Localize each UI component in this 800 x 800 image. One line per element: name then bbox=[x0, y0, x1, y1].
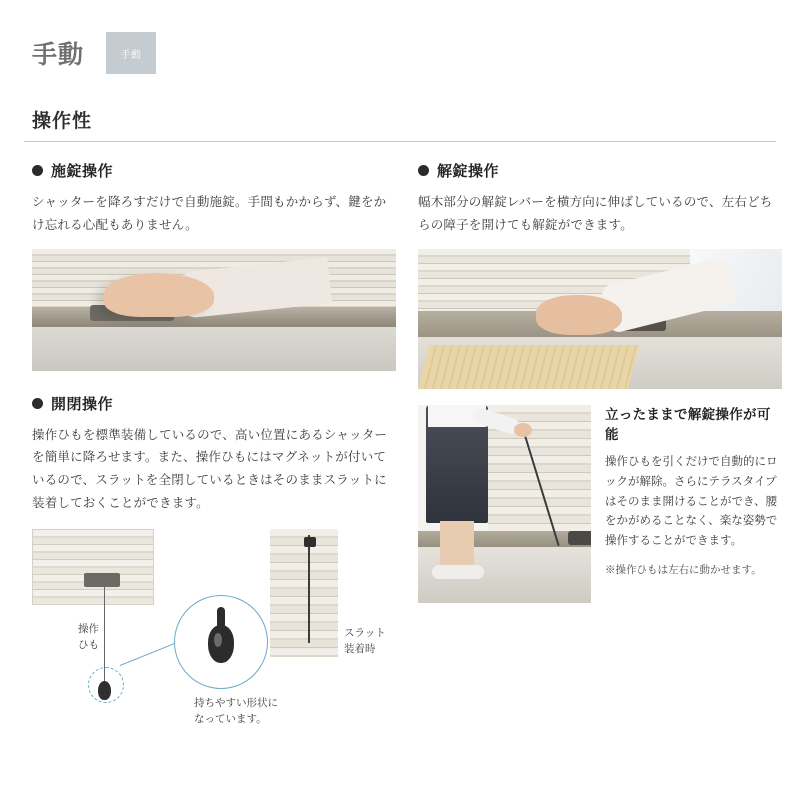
slat-attached-photo bbox=[270, 529, 338, 657]
content-columns bbox=[24, 160, 776, 729]
section-header bbox=[24, 106, 776, 142]
cord-diagram bbox=[32, 529, 396, 729]
photo-standing-operation bbox=[418, 405, 591, 603]
hand-graphic bbox=[104, 273, 214, 317]
tatami-graphic bbox=[418, 345, 639, 389]
photo-unlock-operation bbox=[418, 249, 782, 389]
standing-note: ※操作ひもは左右に動かせます。 bbox=[605, 563, 762, 576]
label-shape-line1: 持ちやすい形状に bbox=[194, 696, 278, 709]
hand-graphic bbox=[536, 295, 622, 335]
mode-badge: 手動 bbox=[106, 32, 156, 74]
bullet-icon bbox=[32, 398, 43, 409]
label-cord-line1: 操作 bbox=[78, 622, 99, 635]
section-title: 操作性 bbox=[32, 111, 93, 132]
photo-lock-operation bbox=[32, 249, 396, 371]
lock-block-title bbox=[32, 160, 396, 181]
openclose-block-title bbox=[32, 393, 396, 414]
label-cord-line2: ひも bbox=[78, 638, 99, 651]
unlock-block-title bbox=[418, 160, 782, 181]
floor-graphic bbox=[32, 327, 396, 371]
magnet-highlight-graphic bbox=[214, 633, 222, 647]
label-slat bbox=[344, 625, 396, 658]
label-cord bbox=[78, 621, 99, 654]
standing-body: 操作ひもを引くだけで自動的にロックが解除。さらにテラスタイプはそのまま開けることができ、腰をかがめることなく、楽な姿勢で操作することができます。 bbox=[605, 456, 778, 548]
openclose-body: 操作ひもを標準装備しているので、高い位置にあるシャッターを簡単に降ろせます。また、操作ひもにはマグネットが付いているので、スラットを全閉しているときはそのままスラットに装着しておくことができます。 bbox=[32, 427, 388, 510]
bullet-icon bbox=[418, 165, 429, 176]
lock-body: シャッターを降ろすだけで自動施錠。手間もかからず、鍵をかけ忘れる心配もありません。 bbox=[32, 195, 387, 232]
page-title: 手動 bbox=[32, 41, 85, 69]
lock-heading: 施錠操作 bbox=[51, 163, 114, 180]
label-slat-line1: スラット bbox=[344, 626, 386, 639]
left-column bbox=[32, 160, 396, 729]
diagram-cord-box-graphic bbox=[84, 573, 120, 587]
unlock-heading: 解錠操作 bbox=[437, 163, 500, 180]
person-shoe-graphic bbox=[432, 565, 484, 579]
unlock-lever-graphic bbox=[568, 531, 591, 545]
bullet-icon bbox=[32, 165, 43, 176]
standing-heading: 立ったままで解錠操作が可能 bbox=[605, 406, 771, 442]
label-shape-line2: なっています。 bbox=[194, 712, 267, 725]
slat-clip-graphic bbox=[304, 537, 316, 547]
openclose-heading: 開閉操作 bbox=[51, 395, 114, 413]
person-hand-graphic bbox=[514, 423, 532, 437]
page-header bbox=[24, 22, 776, 84]
standing-section bbox=[418, 405, 782, 603]
label-slat-line2: 装着時 bbox=[344, 642, 376, 655]
label-shape bbox=[194, 695, 278, 728]
right-column bbox=[418, 160, 782, 729]
slat-cord-graphic bbox=[308, 535, 310, 643]
diagram-shutter-graphic bbox=[32, 529, 154, 605]
person-leg-graphic bbox=[440, 521, 474, 569]
unlock-body: 幅木部分の解錠レバーを横方向に伸ばしているので、左右どちらの障子を開けても解錠ができます。 bbox=[418, 195, 773, 232]
standing-text-panel bbox=[605, 405, 782, 603]
diagram-zoom-circle-icon bbox=[88, 667, 124, 703]
